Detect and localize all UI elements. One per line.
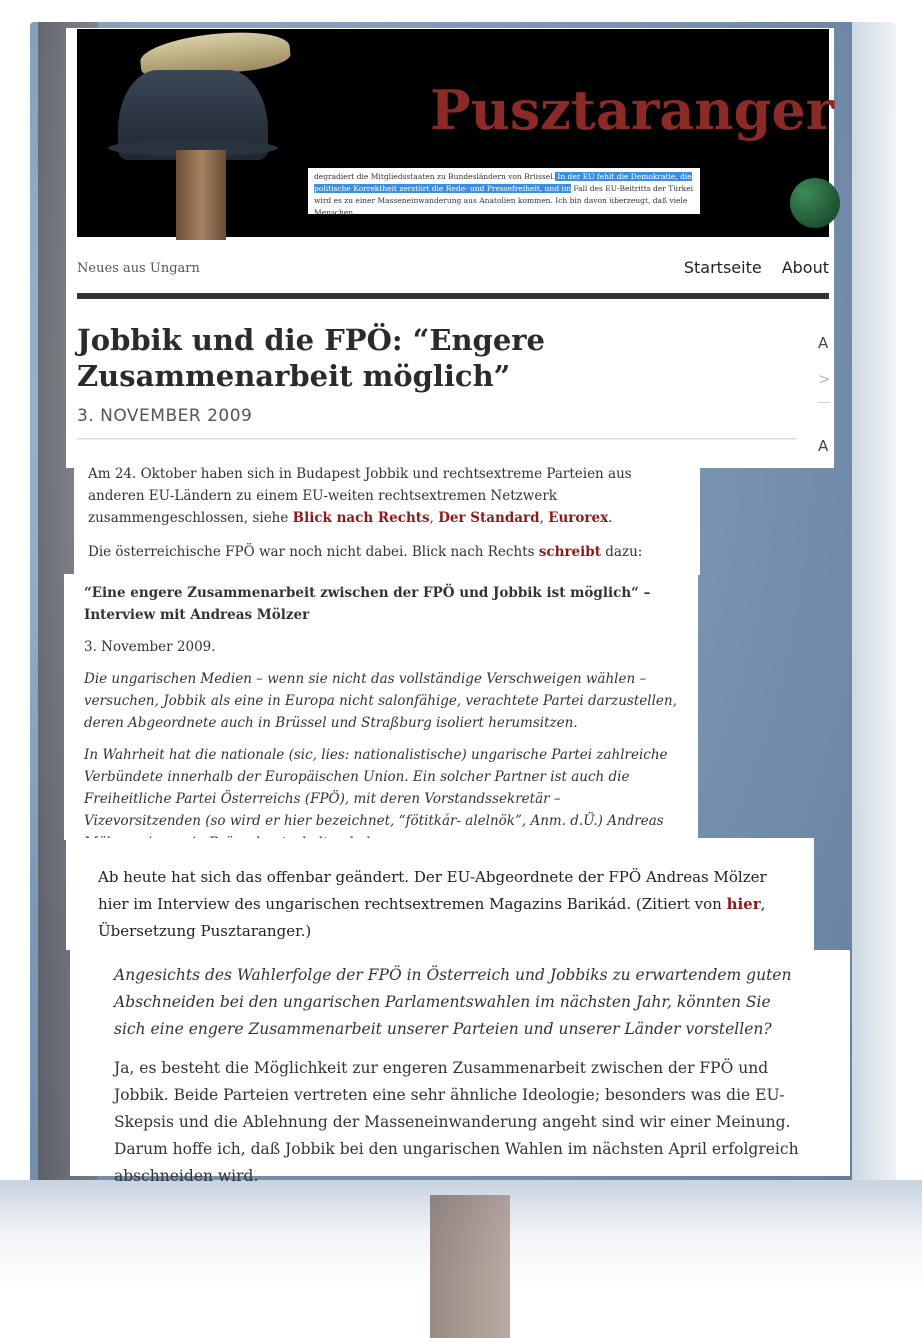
interview-answer: Ja, es besteht die Möglichkeit zur engeren Zusammenarbeit zwischen der FPÖ und Jobbik. Beide Parteien vertreten eine sehr ähnliche Ideologie; besonders was die EU-Skepsis und die Ablehnung der Masseneinwanderung angeht sind wir einer Meinung. Darum hoffe ich, daß Jobbik bei den ungarischen Wahlen im nächsten April erfolgreich abschneiden wird. bbox=[114, 1059, 799, 1185]
quoted-date: 3. November 2009. bbox=[84, 639, 216, 655]
link-blick-nach-rechts[interactable]: Blick nach Rechts bbox=[292, 510, 430, 526]
intro-paragraph bbox=[88, 463, 686, 529]
nav-divider bbox=[77, 293, 829, 299]
sidebar-fragment-1[interactable]: A bbox=[818, 334, 829, 352]
body-text-end: , Übersetzung Pusztaranger.) bbox=[98, 895, 766, 940]
header-text-clipping bbox=[308, 168, 700, 217]
link-der-standard[interactable]: Der Standard bbox=[438, 510, 540, 526]
interview-excerpt bbox=[70, 950, 850, 1185]
quoted-paragraph-2: In Wahrheit hat die nationale (sic, lies: nationalistische) ungarische Partei zahlreiche Verbündete innerhalb der Europäischen Union. Ein solcher Partner ist auch die Freiheitliche Partei Österreichs (FPÖ), mit deren Vorstandssekretär – Vizevorsitzenden (so wird er hier bezeichnet, “fötitkár- alelnök”, Anm. d.Ü.) Andreas bbox=[84, 747, 668, 829]
car-image bbox=[790, 178, 840, 228]
fpoe-paragraph bbox=[88, 541, 686, 563]
header-clip-highlight: In der EU fehlt die Demokratie, die politische Korrektheit zerstört die Rede- und Pressefreiheit, und im bbox=[314, 172, 692, 193]
link-eurorex[interactable]: Eurorex bbox=[548, 510, 609, 526]
link-hier[interactable]: hier bbox=[726, 895, 761, 913]
wooden-post-image bbox=[176, 150, 226, 240]
post-title[interactable]: Jobbik und die FPÖ: “Engere Zusammenarbeit möglich” bbox=[77, 323, 545, 393]
post-excerpt-intro bbox=[74, 455, 700, 575]
separator-text: . bbox=[608, 510, 613, 526]
separator-text: , bbox=[429, 510, 439, 526]
site-title[interactable]: Pusztaranger bbox=[430, 78, 835, 142]
nav-item-about[interactable]: About bbox=[781, 258, 829, 277]
main-nav bbox=[684, 258, 829, 277]
quoted-heading: “Eine engere Zusammenarbeit zwischen der FPÖ und Jobbik ist möglich“ – Interview mit Andreas Mölzer bbox=[84, 585, 651, 623]
intro-text: Am 24. Oktober haben sich in Budapest Jobbik und rechtsextreme Parteien aus anderen EU-Ländern zu einem EU-weiten rechtsextremen Netzwerk zusammengeschlossen, siehe bbox=[88, 466, 632, 526]
post-separator bbox=[77, 438, 797, 440]
quoted-paragraph-1: Die ungarischen Medien – wenn sie nicht das vollständige Verschweigen wählen – versuchen, Jobbik als eine in Europa nicht salonfähige, verachtete Partei darzustellen, deren Abgeordnete auch in Brüssel und Straßburg isoliert herumsitzen. bbox=[84, 671, 677, 731]
sidebar-divider bbox=[818, 402, 830, 403]
background-snow-right bbox=[852, 22, 896, 1222]
fpoe-text-end: dazu: bbox=[600, 544, 643, 560]
sidebar-fragment-3[interactable]: A bbox=[818, 437, 829, 455]
background-post bbox=[430, 1195, 510, 1338]
sidebar-fragment-2: > bbox=[818, 370, 831, 388]
nav-item-startseite[interactable]: Startseite bbox=[683, 258, 762, 277]
site-tagline: Neues aus Ungarn bbox=[77, 261, 200, 276]
body-text: Ab heute hat sich das offenbar geändert. Der EU-Abgeordnete der FPÖ Andreas Mölzer hier im Interview des ungarischen rechtsextremen Magazins Barikád. (Zitiert von bbox=[98, 868, 767, 913]
header-clip-text-end: Fall des EU-Beitritts der Türkei wird es zu einer Masseneinwanderung aus Anatolien kommen. Ich bin davon überzeugt, daß viele Menschen bbox=[314, 184, 694, 217]
post-date[interactable]: 3. NOVEMBER 2009 bbox=[77, 406, 253, 426]
link-schreibt[interactable]: schreibt bbox=[538, 544, 601, 560]
interview-question: Angesichts des Wahlerfolge der FPÖ in Österreich und Jobbiks zu erwartendem guten Abschneiden bei den ungarischen Parlamentswahlen im nächsten Jahr, könnten Sie sich eine engere Zusammenarbeit unserer Parteien und unserer Länder vorstellen? bbox=[114, 966, 792, 1038]
post-body-paragraph bbox=[66, 838, 814, 950]
fpoe-text: Die österreichische FPÖ war noch nicht dabei. Blick nach Rechts bbox=[88, 544, 539, 560]
separator-text: , bbox=[539, 510, 549, 526]
header-clip-text: degradiert die Mitgliedsstaaten zu Bundesländern von Brüssel. bbox=[314, 172, 555, 181]
quoted-article bbox=[64, 574, 698, 840]
